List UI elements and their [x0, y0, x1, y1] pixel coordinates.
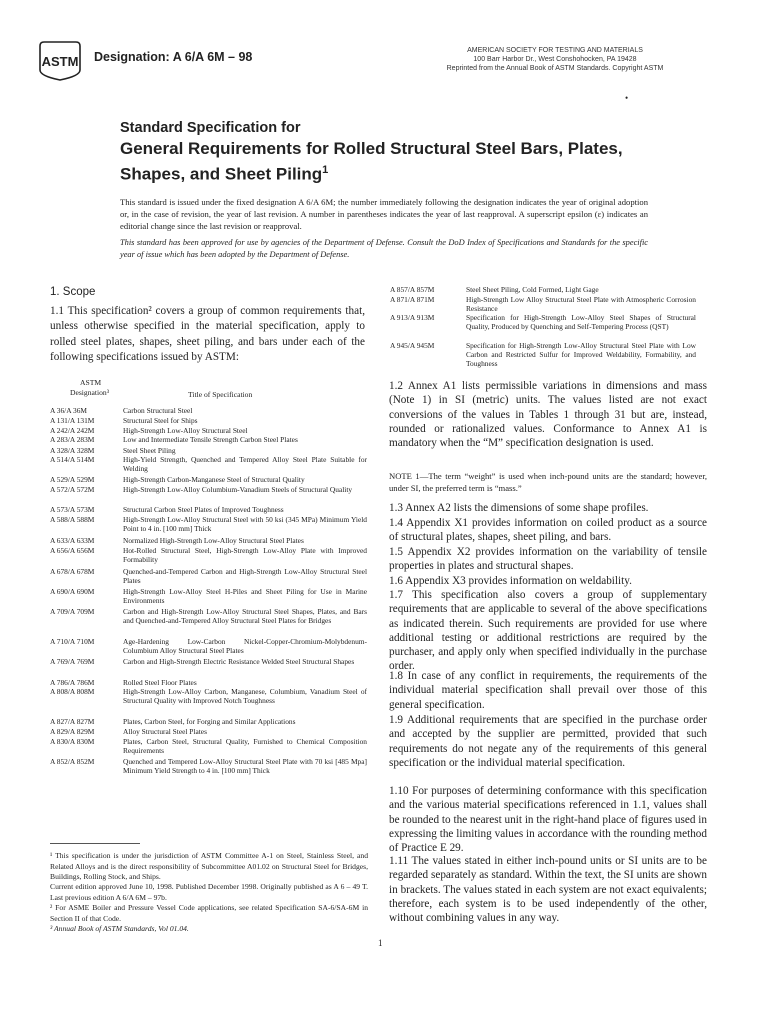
spec-designation: A 514/A 514M [50, 455, 95, 464]
table-header-designation: Designation³ [70, 388, 109, 397]
spec-designation: A 656/A 656M [50, 546, 95, 555]
title-prefix: Standard Specification for [120, 120, 301, 136]
spec-designation: A 857/A 857M [390, 285, 435, 294]
spec-title: High-Strength Low Alloy Structural Steel Plate with Atmospheric Corrosion Resistance [466, 295, 696, 313]
spec-designation: A 283/A 283M [50, 435, 95, 444]
mark: • [625, 93, 629, 103]
spec-designation: A 709/A 709M [50, 607, 95, 616]
spec-title: Rolled Steel Floor Plates [123, 678, 197, 687]
spec-title: Structural Carbon Steel Plates of Improved Toughness [123, 505, 284, 514]
spec-title: Low and Intermediate Tensile Strength Carbon Steel Plates [123, 435, 298, 444]
logo-text: ASTM [41, 54, 79, 69]
spec-designation: A 913/A 913M [390, 313, 435, 322]
spec-designation: A 829/A 829M [50, 727, 95, 736]
spec-title: Carbon Structural Steel [123, 406, 193, 415]
paragraph-1-4: 1.4 Appendix X1 provides information on coiled product as a source of structural plates, shapes, sheet piling, and bars. [389, 517, 707, 544]
spec-designation: A 808/A 808M [50, 687, 95, 696]
publisher-line: 100 Barr Harbor Dr., West Conshohocken, PA 19428 [473, 56, 637, 63]
paragraph-1-11: 1.11 The values stated in either inch-pound units or SI units are to be regarded separately as standard. Within the text, the SI units are shown in brackets. The values stated in each system are not exact equivalents; therefore, each system is to be used independently of the other, without combining values in any way. [389, 855, 707, 925]
spec-title: High-Strength Low-Alloy Columbium-Vanadium Steels of Structural Quality [123, 485, 353, 494]
spec-title: Normalized High-Strength Low-Alloy Structural Steel Plates [123, 536, 304, 545]
publisher-info [405, 46, 705, 73]
document-title [120, 139, 650, 185]
spec-designation: A 678/A 678M [50, 567, 95, 576]
designation: Designation: A 6/A 6M – 98 [94, 50, 253, 64]
page-number: 1 [378, 938, 383, 948]
spec-title: Steel Sheet Piling [123, 446, 176, 455]
publisher-line: Reprinted from the Annual Book of ASTM Standards. Copyright ASTM [446, 65, 664, 72]
spec-designation: A 710/A 710M [50, 637, 95, 646]
paragraph-1-10: 1.10 For purposes of determining conformance with this specification and the various material specifications referenced in 1.1, values shall be rounded to the nearest unit in the right-hand place of figures used in expressing the limiting values in accordance with the rounding method of Practice E 29. [389, 785, 707, 855]
title-text: General Requirements for Rolled Structural Steel Bars, Plates, Shapes, and Sheet Piling [120, 139, 623, 184]
spec-designation: A 573/A 573M [50, 505, 95, 514]
spec-designation: A 852/A 852M [50, 757, 95, 766]
title-footnote-ref: 1 [322, 163, 329, 176]
spec-designation: A 945/A 945M [390, 341, 435, 350]
spec-designation: A 830/A 830M [50, 737, 95, 746]
spec-title: Carbon and High-Strength Electric Resistance Welded Steel Structural Shapes [123, 657, 355, 666]
paragraph-1-8: 1.8 In case of any conflict in requirements, the requirements of the individual material specification shall prevail over those of this general specification. [389, 670, 707, 711]
spec-designation: A 786/A 786M [50, 678, 95, 687]
paragraph-1-9: 1.9 Additional requirements that are specified in the purchase order and accepted by the supplier are permitted, provided that such requirements do not negate any of the requirements of this general specification or the individual material specification. [389, 714, 707, 769]
paragraph-1-1: 1.1 This specification² covers a group of common requirements that, unless otherwise specified in the material specification, apply to rolled steel plates, shapes, sheet piling, and bars under each of the following specifications issued by ASTM: [50, 305, 365, 363]
spec-title: High-Yield Strength, Quenched and Tempered Alloy Steel Plate Suitable for Welding [123, 455, 367, 473]
paragraph-1-7: 1.7 This specification also covers a group of supplementary requirements that are applicable to several of the above specifications as indicated therein. Such requirements are provided for use where additional testing or additional restrictions are required by the purchaser, and apply only when specified individually in the purchase order. [389, 589, 707, 673]
spec-designation: A 242/A 242M [50, 426, 95, 435]
spec-title: Specification for High-Strength Low-Alloy Steel Shapes of Structural Quality, Produced by Quenching and Self-Tempering Process (QST) [466, 313, 696, 331]
spec-title: Specification for High-Strength Low-Alloy Structural Steel Plate with Low Carbon and Restricted Sulfur for Improved Weldability, Formability, and Toughness [466, 341, 696, 368]
table-header-astm: ASTM [80, 378, 102, 387]
footnote-1: ¹ This specification is under the jurisdiction of ASTM Committee A-1 on Steel, Stainless Steel, and Related Alloys and is the direct responsibility of Subcommittee A01.02 on Structural Steel for Bridges, Buildings, Rolling Stock, and Ships. [50, 851, 368, 881]
spec-title: Steel Sheet Piling, Cold Formed, Light Gage [466, 285, 599, 294]
intro-paragraph: This standard is issued under the fixed designation A 6/A 6M; the number immediately following the designation indicates the year of original adoption or, in the case of revision, the year of last revision. A number in parentheses indicates the year of last reapproval. A superscript epsilon (ε) indicates an editorial change since the last revision or reapproval. [120, 197, 648, 231]
spec-title: High-Strength Low-Alloy Structural Steel [123, 426, 248, 435]
paragraph-1-6: 1.6 Appendix X3 provides information on weldability. [389, 575, 632, 587]
dod-note: This standard has been approved for use by agencies of the Department of Defense. Consult the DoD Index of Specifications and Standards for the specific year of issue which has been adopted by the Department of Defense. [120, 238, 648, 259]
spec-title: Carbon and High-Strength Low-Alloy Structural Steel Shapes, Plates, and Bars and Quenched-and-Tempered Alloy Structural Steel Plates for Bridges [123, 607, 367, 625]
paragraph-1-2: 1.2 Annex A1 lists permissible variations in dimensions and mass (Note 1) in SI (metric) units. The values listed are not exact conversions of the values in Tables 1 through 31 but are, instead, rounded or rationalized values. Conformance to Annex A1 is mandatory when the “M” specification designation is used. [389, 380, 707, 450]
spec-designation: A 36/A 36M [50, 406, 87, 415]
spec-title: Alloy Structural Steel Plates [123, 727, 207, 736]
section-heading: 1. Scope [50, 286, 96, 298]
footnote-1-edition: Current edition approved June 10, 1998. Published December 1998. Originally published as A 6 – 49 T. Last previous edition A 6/A 6M – 97b. [50, 882, 368, 902]
spec-title: Quenched-and-Tempered Carbon and High-Strength Low-Alloy Structural Steel Plates [123, 567, 367, 585]
spec-designation: A 633/A 633M [50, 536, 95, 545]
spec-designation: A 871/A 871M [390, 295, 435, 304]
spec-designation: A 690/A 690M [50, 587, 95, 596]
spec-designation: A 827/A 827M [50, 717, 95, 726]
table-header-title: Title of Specification [188, 390, 253, 399]
spec-title: Hot-Rolled Structural Steel, High-Strength Low-Alloy Plate with Improved Formability [123, 546, 367, 564]
note-1: NOTE 1—The term “weight” is used when inch-pound units are the standard; however, under SI, the preferred term is “mass.” [389, 471, 707, 493]
spec-title: Quenched and Tempered Low-Alloy Structural Steel Plate with 70 ksi [485 Mpa] Minimum Yield Strength to 4 in. [100 mm] Thick [123, 757, 367, 775]
paragraph-1-5: 1.5 Appendix X2 provides information on the variability of tensile properties in plates and structural shapes. [389, 546, 707, 573]
footnote-3: ³ Annual Book of ASTM Standards, Vol 01.04. [50, 924, 189, 933]
spec-title: High-Strength Low-Alloy Structural Steel with 50 ksi (345 MPa) Minimum Yield Point to 4 in. [100 mm] Thick [123, 515, 367, 533]
footnote-2: ² For ASME Boiler and Pressure Vessel Code applications, see related Specification SA-6/SA-6M in Section II of that Code. [50, 903, 368, 923]
publisher-line: AMERICAN SOCIETY FOR TESTING AND MATERIALS [467, 47, 643, 54]
spec-title: High-Strength Low-Alloy Steel H-Piles and Sheet Piling for Use in Marine Environments [123, 587, 367, 605]
spec-title: Structural Steel for Ships [123, 416, 198, 425]
spec-designation: A 588/A 588M [50, 515, 95, 524]
spec-designation: A 328/A 328M [50, 446, 95, 455]
spec-title: High-Strength Low-Alloy Carbon, Manganese, Columbium, Vanadium Steel of Structural Quality with Improved Notch Toughness [123, 687, 367, 705]
paragraph-1-3: 1.3 Annex A2 lists the dimensions of some shape profiles. [389, 502, 649, 514]
spec-title: Plates, Carbon Steel, Structural Quality, Furnished to Chemical Composition Requirements [123, 737, 367, 755]
astm-logo [36, 40, 84, 82]
spec-title: High-Strength Carbon-Manganese Steel of Structural Quality [123, 475, 305, 484]
spec-title: Plates, Carbon Steel, for Forging and Similar Applications [123, 717, 296, 726]
spec-designation: A 572/A 572M [50, 485, 95, 494]
spec-designation: A 769/A 769M [50, 657, 95, 666]
footnote-rule [50, 843, 140, 844]
spec-title: Age-Hardening Low-Carbon Nickel-Copper-Chromium-Molybdenum-Columbium Alloy Structural Steel Plates [123, 637, 367, 655]
spec-designation: A 529/A 529M [50, 475, 95, 484]
spec-designation: A 131/A 131M [50, 416, 95, 425]
